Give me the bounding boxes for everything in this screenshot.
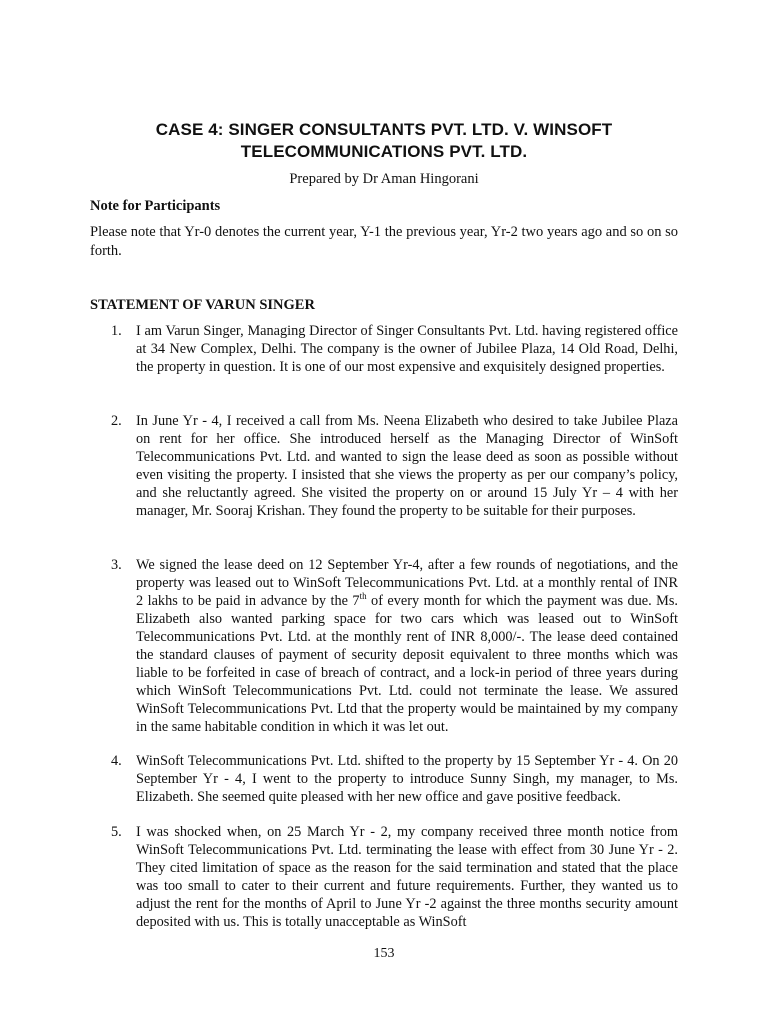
paragraph-text: I was shocked when, on 25 March Yr - 2, my company received three month notice from WinSoft Telecommunications Pvt. Ltd. terminating the lease with effect from 30 June Yr - 2. They cited limitation of space as the reason for the said termination and stated that the place was too small to cater to their current and future requirements. Further, they wanted us to adjust the rent for the months of April to June Yr -2 against the three months security amount deposited with us. This is totally unacceptable as WinSoft: [136, 824, 678, 930]
case-title-line-1: CASE 4: SINGER CONSULTANTS PVT. LTD. V. WINSOFT: [155, 120, 613, 139]
note-text: Please note that Yr-0 denotes the current year, Y-1 the previous year, Yr-2 two years ago and so on so forth.: [90, 224, 678, 259]
paragraph-number: 2.: [111, 413, 122, 429]
author-line: Prepared by Dr Aman Hingorani: [289, 171, 479, 187]
paragraph-text: WinSoft Telecommunications Pvt. Ltd. shifted to the property by 15 September Yr - 4. On 20 September Yr - 4, I went to the property to introduce Sunny Singh, my manager, to Ms. Elizabeth. She seemed quite pleased with her new office and gave positive feedback.: [136, 753, 678, 805]
paragraph-text-part-2: of every month for which the payment was due. Ms. Elizabeth also wanted parking space for two cars which was leased out to WinSoft Telecommunications Pvt. Ltd. at the monthly rent of INR 8,000/-. The lease deed contained the standard clauses of payment of security deposit equivalent to three months which was liable to be forfeited in case of breach of contract, and a lock-in period of three years during which WinSoft Telecommunications Pvt. Ltd. could not terminate the lease. We assured WinSoft Telecommunications Pvt. Ltd that the property would be maintained by my company in the same habitable condition in which it was let out.: [136, 593, 679, 735]
paragraph-2: [90, 412, 678, 520]
paragraph-text-part-1: We signed the lease deed on 12 September Yr-4, after a few rounds of negotiations, and the property was leased out to WinSoft Telecommunications Pvt. Ltd. at a monthly rental of INR 2 lakhs to be paid in advance by the 7: [136, 557, 678, 609]
paragraph-number: 3.: [111, 557, 122, 573]
section-heading: STATEMENT OF VARUN SINGER: [90, 297, 315, 313]
paragraph-5: [90, 823, 678, 931]
paragraph-1: [90, 322, 678, 376]
paragraph-number: 4.: [111, 753, 122, 769]
case-title-line-2: TELECOMMUNICATIONS PVT. LTD.: [240, 142, 528, 161]
paragraph-text: In June Yr - 4, I received a call from Ms. Neena Elizabeth who desired to take Jubilee Plaza on rent for her office. She introduced herself as the Managing Director of WinSoft Telecommunications Pvt. Ltd. and wanted to sign the lease deed as soon as possible without even visiting the property. I insisted that she views the property as per our company’s policy, and she reluctantly agreed. She visited the property on or around 15 July Yr – 4 with her manager, Mr. Sooraj Krishan. They found the property to be suitable for their purposes.: [136, 413, 678, 519]
paragraph-4: [90, 752, 678, 806]
paragraph-text: I am Varun Singer, Managing Director of Singer Consultants Pvt. Ltd. having registered office at 34 New Complex, Delhi. The company is the owner of Jubilee Plaza, 14 Old Road, Delhi, the property in question. It is one of our most expensive and exquisitely designed properties.: [136, 323, 678, 375]
note-heading: Note for Participants: [90, 198, 221, 214]
page-number: 153: [373, 946, 395, 961]
paragraph-text: [136, 556, 678, 736]
paragraph-number: 5.: [111, 824, 122, 840]
ordinal-superscript: th: [359, 591, 367, 602]
paragraph-number: 1.: [111, 323, 122, 339]
case-title: [90, 119, 678, 163]
paragraph-3: [90, 556, 678, 736]
